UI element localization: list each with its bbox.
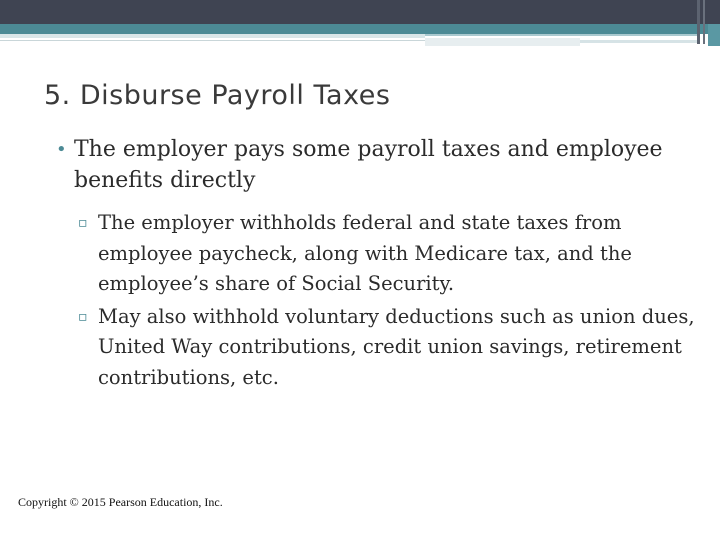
header-stripe-right [425, 34, 697, 36]
header-band-accent [0, 24, 720, 34]
copyright-footer: Copyright © 2015 Pearson Education, Inc. [18, 495, 223, 509]
header-stripe-left [0, 34, 425, 38]
bullet-marker-icon: • [56, 139, 67, 160]
header-vertical-strip-c [708, 24, 720, 46]
header-vertical-strip-b [703, 0, 705, 44]
header-band-dark [0, 0, 720, 24]
bullet-item [56, 134, 696, 196]
sub-bullet-text: The employer withholds federal and state taxes from employee paycheck, along with Medicare tax, and the employee’s share of Social Security. [98, 211, 632, 295]
sub-bullet-marker-icon: ▫ [78, 308, 88, 325]
bullet-text: The employer pays some payroll taxes and employee benefits directly [74, 137, 663, 193]
header-line-left [0, 40, 425, 41]
sub-bullet-marker-icon: ▫ [78, 215, 88, 231]
sub-bullet-text: May also withhold voluntary deductions such as union dues, United Way contributions, credit union savings, retirement contributions, etc. [98, 304, 695, 389]
sub-bullet-list [78, 208, 696, 393]
slide-content [56, 134, 696, 395]
sub-bullet-item [78, 208, 696, 300]
sub-bullet-item [78, 302, 696, 394]
header-vertical-strip-a [697, 0, 700, 44]
header-line-right [425, 38, 580, 46]
slide-title: 5. Disburse Payroll Taxes [44, 80, 391, 111]
header-line-right-secondary [580, 40, 697, 43]
